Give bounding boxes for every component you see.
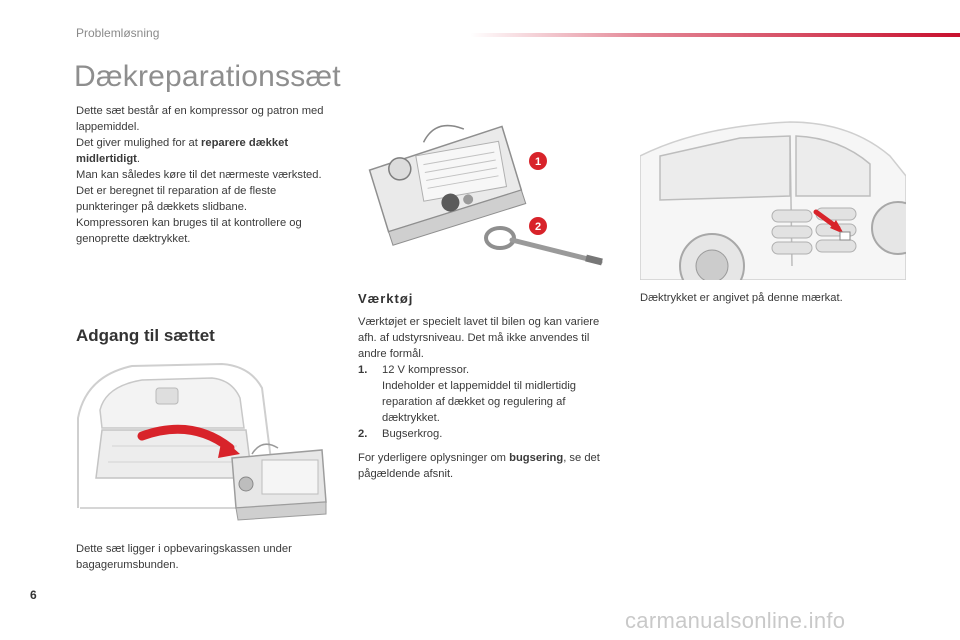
list-item-number: 2. — [358, 428, 368, 440]
list-item-number: 1. — [358, 364, 368, 376]
tools-illustration — [360, 118, 610, 278]
list-item — [358, 426, 608, 442]
watermark: carmanualsonline.info — [625, 608, 846, 633]
page-title: Dækreparationssæt — [74, 60, 341, 93]
callout-1: 1 — [534, 156, 542, 168]
tools-body — [358, 314, 608, 482]
tools-more-emphasis: bugsering — [509, 452, 564, 464]
list-item — [358, 362, 608, 426]
intro-line-3: Man kan således køre til det nærmeste værksted. — [76, 169, 322, 181]
tools-list — [358, 362, 608, 442]
list-item-title: 12 V kompressor. — [382, 364, 470, 376]
car-door-illustration — [640, 116, 906, 280]
section-label: Problemløsning — [76, 26, 160, 40]
list-item-title: Bugserkrog. — [382, 428, 443, 440]
tools-description: Værktøjet er specielt lavet til bilen og kan variere afh. af udstyrsniveau. Det må ikke anvendes til andre formål. — [358, 316, 600, 360]
intro-line-4: Det er beregnet til reparation af de fleste punkteringer på dækkets slidbane. — [76, 185, 277, 213]
tools-heading: Værktøj — [358, 291, 414, 306]
callout-2: 2 — [534, 221, 542, 233]
page-number: 6 — [30, 588, 37, 602]
list-item-detail: Indeholder et lappemiddel til midlertidig reparation af dækket og regulering af dæktrykket. — [382, 380, 577, 424]
trunk-kit-illustration — [72, 358, 338, 530]
pressure-caption: Dæktrykket er angivet på denne mærkat. — [640, 292, 843, 304]
access-caption: Dette sæt ligger i opbevaringskassen under bagagerumsbunden. — [76, 543, 292, 571]
intro-emphasis: reparere dækket midlertidigt — [76, 137, 289, 165]
access-heading: Adgang til sættet — [76, 326, 215, 345]
intro-line-2: Det giver mulighed for at reparere dækket midlertidigt. — [76, 137, 289, 165]
intro-line-5: Kompressoren kan bruges til at kontrollere og genoprette dæktrykket. — [76, 217, 302, 245]
header-accent-bar — [470, 33, 960, 37]
intro-text — [76, 103, 338, 247]
intro-line-1: Dette sæt består af en kompressor og patron med lappemiddel. — [76, 105, 324, 133]
tools-more-info: For yderligere oplysninger om bugsering, se det pågældende afsnit. — [358, 452, 600, 480]
